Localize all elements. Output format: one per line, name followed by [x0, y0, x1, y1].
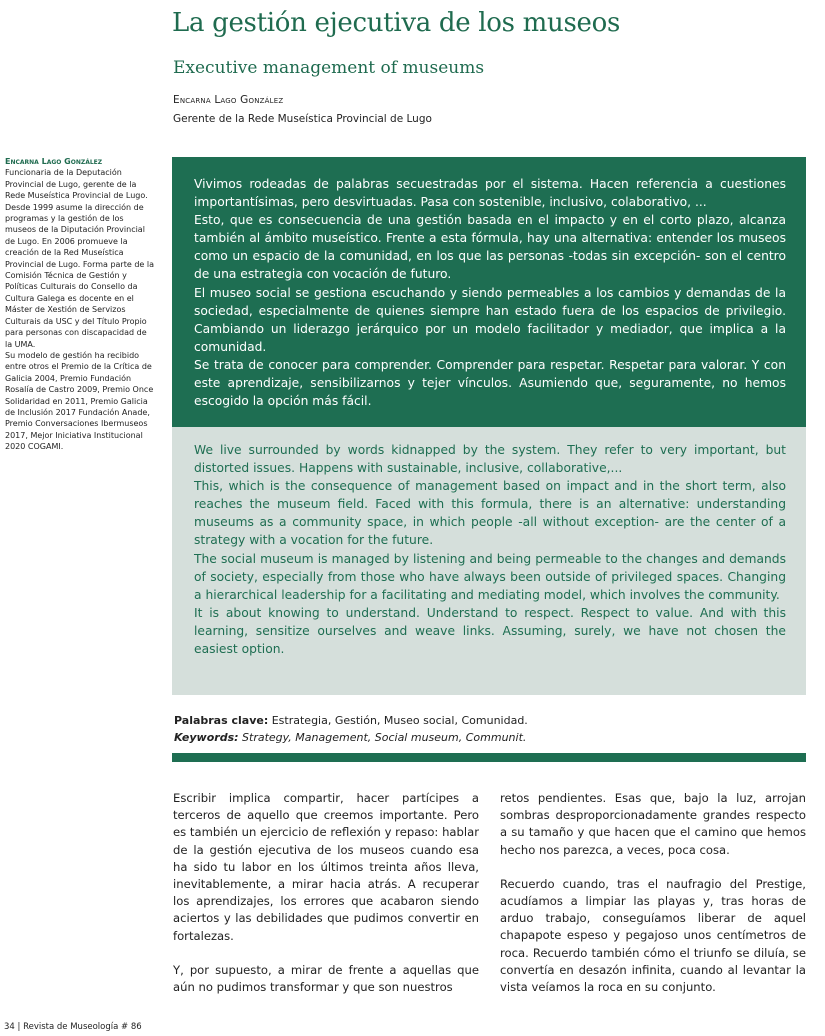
body-column-left	[173, 790, 479, 1013]
body-column-right	[500, 790, 806, 1013]
abstract-english-box	[172, 427, 806, 695]
section-divider	[172, 753, 806, 762]
article-title: La gestión ejecutiva de los museos	[172, 8, 620, 38]
author-name: Encarna Lago González	[173, 94, 284, 106]
abstract-es-paragraph: Esto, que es consecuencia de una gestión basada en el impacto y en el corto plazo, alcanza también al ámbito museístico. Frente a esta fórmula, hay una alternativa: entender los museos como un espacio de la comunidad, en los que las personas -todas sin excepción- son el centro de una estrategia con vocación de futuro.	[194, 213, 786, 282]
abstract-es-paragraph: Se trata de conocer para comprender. Comprender para respetar. Respetar para valorar. Y con este aprendizaje, sensibilizarnos y tejer vínculos. Asumiendo que, seguramente, no hemos escogido la opción más fácil.	[194, 357, 786, 409]
author-role: Gerente de la Rede Museística Provincial de Lugo	[173, 113, 432, 125]
keywords-en-value: Strategy, Management, Social museum, Communit.	[238, 731, 527, 744]
sidebar-bio-paragraph: Funcionaria de la Deputación Provincial de Lugo, gerente de la Rede Museística Provincial de Lugo. Desde 1999 asume la dirección de programas y la gestión de los museos de la Diputación Provincial de Lugo. En 2006 promueve la creación de la Red Museística Provincial de Lugo. Forma parte de la Comisión Técnica de Gestión y Políticas Culturais do Consello da Cultura Galega es docente en el Máster de Xestión de Servizos Culturais da USC y del Título Propio para personas con discapacidad de la UMA.	[5, 168, 154, 349]
keywords-en-label: Keywords:	[174, 731, 239, 744]
keywords-es-value: Estrategia, Gestión, Museo social, Comunidad.	[268, 714, 528, 727]
abstract-en-paragraph: We live surrounded by words kidnapped by the system. They refer to very important, but distorted issues. Happens with sustainable, inclusive, collaborative,...	[194, 443, 786, 476]
abstract-en-paragraph: It is about knowing to understand. Understand to respect. Respect to value. And with this learning, sensitize ourselves and weave links. Assuming, surely, we have not chosen the easiest option.	[194, 605, 786, 657]
abstract-en-paragraph: This, which is the consequence of management based on impact and in the short term, also reaches the museum field. Faced with this formula, there is an alternative: understanding museums as a community space, in which people -all without exception- are the center of a strategy with a vocation for the future.	[194, 479, 786, 548]
keywords-english	[174, 729, 804, 746]
sidebar-bio-paragraph: Su modelo de gestión ha recibido entre otros el Premio de la Crítica de Galicia 2004, Premio Fundación Rosalía de Castro 2009, Premio Once Solidaridad en 2011, Premio Galicia de Inclusión 2017 Fundación Anade, Premio Conversaciones Ibermuseos 2017, Mejor Iniciativa Institucional 2020 COGAMI.	[5, 350, 154, 452]
body-paragraph: retos pendientes. Esas que, bajo la luz, arrojan sombras desproporcionadamente grandes respecto a su tamaño y que hacen que el camino que hemos hecho nos parezca, a veces, poca cosa.	[500, 791, 806, 857]
body-paragraph: Recuerdo cuando, tras el naufragio del Prestige, acudíamos a limpiar las playas y, tras horas de arduo trabajo, conseguíamos liberar de aquel chapapote espeso y pegajoso unos centímetros de roca. Recuerdo también cómo el triunfo se diluía, se convertía en desazón infinita, cuando al levantar la vista veíamos la roca en su conjunto.	[500, 876, 806, 995]
body-paragraph: Escribir implica compartir, hacer partícipes a terceros de aquello que creemos importante. Pero es también un ejercicio de reflexión y repaso: hablar de la gestión ejecutiva de los museos cuando esa ha sido tu labor en los últimos treinta años lleva, inevitablemente, a mirar hacia atrás. A recuperar los aprendizajes, los errores que acabaron siendo aciertos y las debilidades que pudimos convertir en fortalezas.	[173, 791, 479, 943]
sidebar-author-name: Encarna Lago González	[5, 157, 103, 166]
keywords-spanish	[174, 712, 804, 729]
abstract-en-paragraph: The social museum is managed by listening and being permeable to the changes and demands of society, especially from those who have always been outside of privileged spaces. Changing a hierarchical leadership for a facilitating and mediating model, which involves the community.	[194, 551, 786, 602]
abstract-es-paragraph: El museo social se gestiona escuchando y siendo permeables a los cambios y demandas de la sociedad, especialmente de quienes siempre han estado fuera de los espacios de privilegio. Cambiando un liderazgo jerárquico por un modelo facilitador y mediador, que implica a la comunidad.	[194, 285, 786, 354]
abstract-es-paragraph: Vivimos rodeadas de palabras secuestradas por el sistema. Hacen referencia a cuestiones importantísimas, pero desvirtuadas. Pasa con sostenible, inclusivo, colaborativo, ...	[194, 177, 786, 210]
keywords-es-label: Palabras clave:	[174, 714, 269, 727]
page-footer: 34 | Revista de Museología # 86	[4, 1022, 142, 1032]
article-subtitle: Executive management of museums	[173, 58, 485, 78]
author-bio-sidebar	[5, 156, 155, 453]
keywords-block	[174, 712, 804, 746]
abstract-spanish-box	[172, 157, 806, 427]
body-paragraph: Y, por supuesto, a mirar de frente a aquellas que aún no pudimos transformar y que son nuestros	[173, 962, 479, 995]
